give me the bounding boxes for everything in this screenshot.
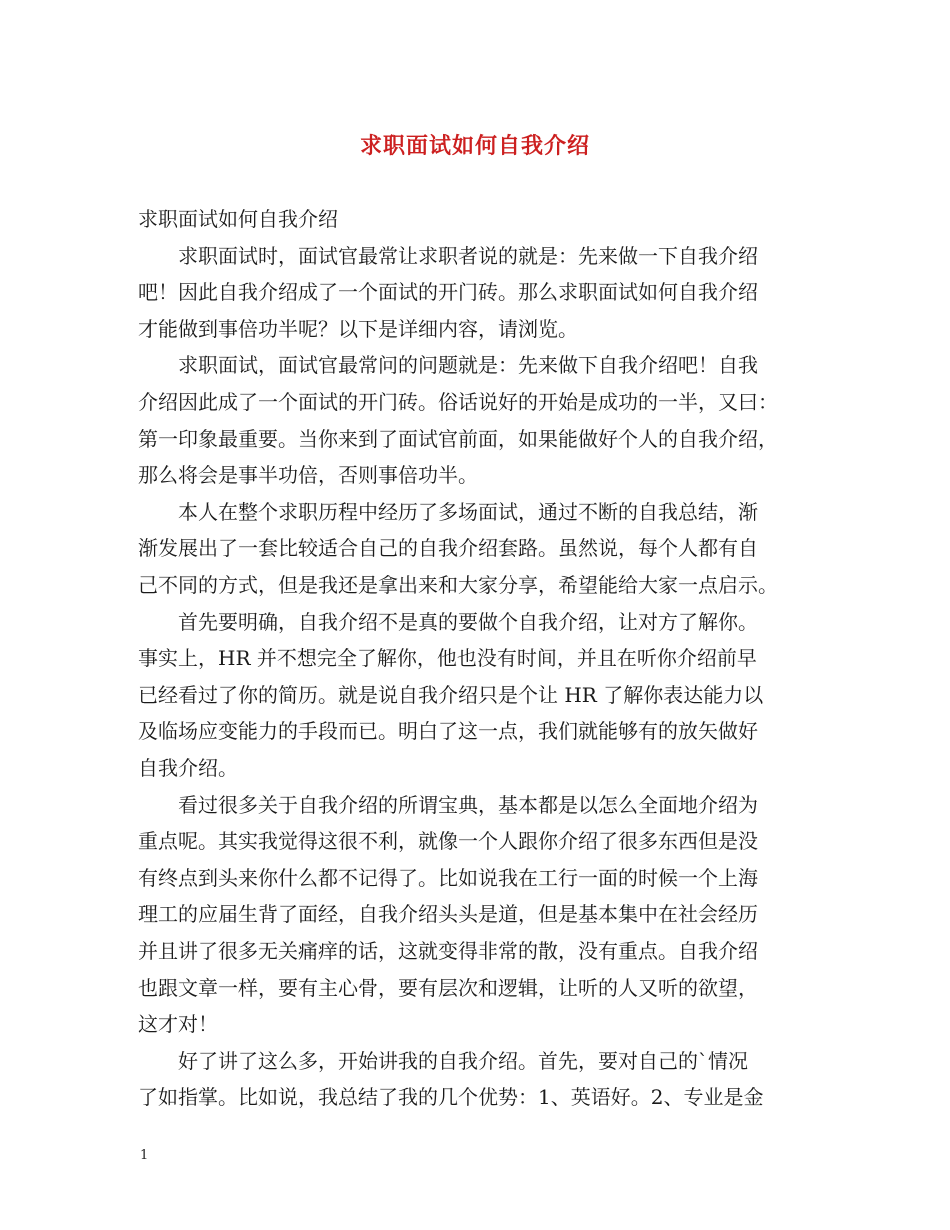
body-text-line: 了如指掌。比如说，我总结了我的几个优势：1、英语好。2、专业是金 (138, 1085, 764, 1110)
body-text-line: 求职面试如何自我介绍 (138, 207, 338, 231)
body-text-line: 求职面试，面试官最常问的问题就是：先来做下自我介绍吧！自我 (138, 353, 758, 378)
body-text-line: 才能做到事倍功半呢？以下是详细内容，请浏览。 (138, 316, 578, 341)
body-text-line: 那么将会是事半功倍，否则事倍功半。 (138, 463, 478, 488)
body-text-line: 看过很多关于自我介绍的所谓宝典，基本都是以怎么全面地介绍为 (138, 792, 758, 817)
body-text-line: 好了讲了这么多，开始讲我的自我介绍。首先，要对自己的`情况 (138, 1048, 748, 1073)
body-text-line: 并且讲了很多无关痛痒的话，这就变得非常的散，没有重点。自我介绍 (138, 939, 758, 963)
body-text-line: 理工的应届生背了面经，自我介绍头头是道，但是基本集中在社会经历 (138, 902, 758, 927)
body-text-line: 介绍因此成了一个面试的开门砖。俗话说好的开始是成功的一半，又曰： (138, 390, 778, 414)
body-text-line: 这才对！ (138, 1012, 218, 1037)
body-text-line: 己不同的方式，但是我还是拿出来和大家分享，希望能给大家一点启示。 (138, 573, 778, 597)
body-text-line: 重点呢。其实我觉得这很不利，就像一个人跟你介绍了很多东西但是没 (138, 829, 758, 854)
document-title: 求职面试如何自我介绍 (359, 133, 590, 159)
body-text-line: 吧！因此自我介绍成了一个面试的开门砖。那么求职面试如何自我介绍 (138, 280, 758, 305)
body-text-line: 求职面试时，面试官最常让求职者说的就是：先来做一下自我介绍 (138, 243, 758, 268)
page-number: 1 (140, 1148, 149, 1163)
body-text-line: 自我介绍。 (138, 756, 238, 780)
body-text-line: 已经看过了你的简历。就是说自我介绍只是个让 HR 了解你表达能力以 (138, 682, 764, 707)
body-text-line: 第一印象最重要。当你来到了面试官前面，如果能做好个人的自我介绍， (138, 426, 778, 451)
body-text-line: 也跟文章一样，要有主心骨，要有层次和逻辑，让听的人又听的欲望， (138, 975, 758, 1000)
body-text-line: 渐发展出了一套比较适合自己的自我介绍套路。虽然说，每个人都有自 (138, 536, 758, 561)
body-text-line: 首先要明确，自我介绍不是真的要做个自我介绍，让对方了解你。 (138, 609, 758, 634)
body-text-line: 有终点到头来你什么都不记得了。比如说我在工行一面的时候一个上海 (138, 865, 758, 890)
body-text-line: 及临场应变能力的手段而已。明白了这一点，我们就能够有的放矢做好 (138, 719, 758, 744)
body-text-line: 事实上，HR 并不想完全了解你，他也没有时间，并且在听你介绍前早 (138, 646, 757, 671)
body-text-line: 本人在整个求职历程中经历了多场面试，通过不断的自我总结，渐 (138, 499, 758, 524)
